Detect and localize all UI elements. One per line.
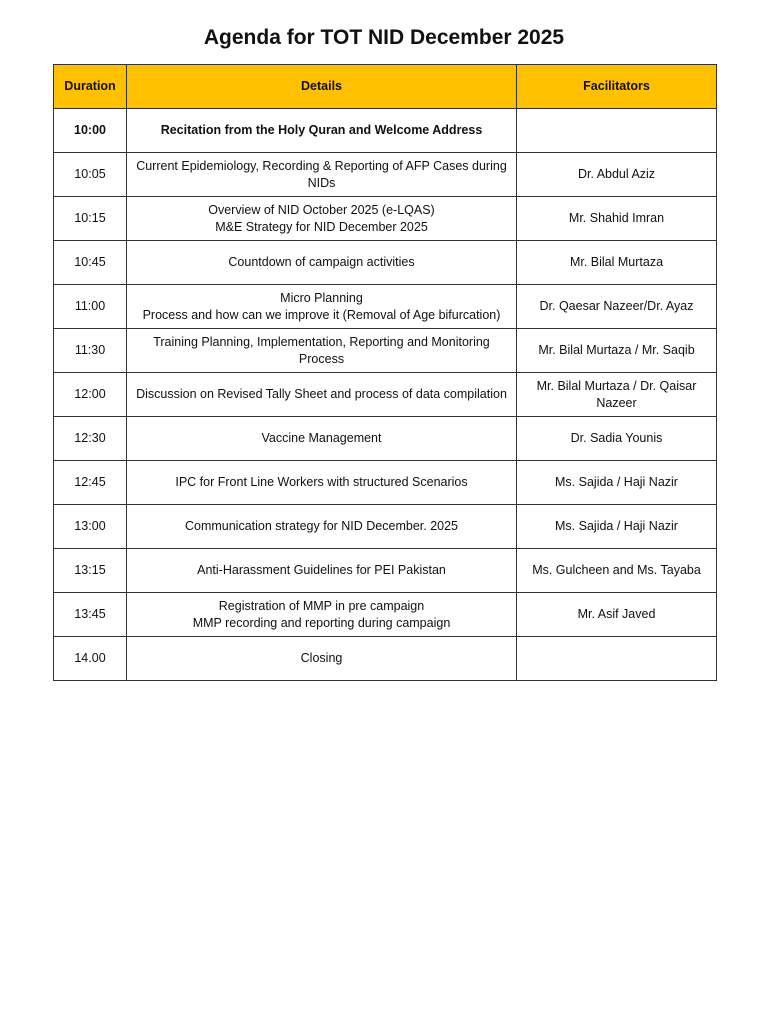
cell-details — [127, 461, 517, 505]
cell-duration: 10:15 — [54, 197, 127, 241]
cell-details — [127, 373, 517, 417]
page-title: Agenda for TOT NID December 2025 — [203, 26, 565, 49]
cell-details — [127, 285, 517, 329]
cell-facilitators: Dr. Abdul Aziz — [517, 153, 717, 197]
cell-details — [127, 417, 517, 461]
cell-facilitators: Mr. Bilal Murtaza — [517, 241, 717, 285]
cell-duration: 13:00 — [54, 505, 127, 549]
cell-details — [127, 329, 517, 373]
agenda-body — [54, 109, 717, 681]
cell-details — [127, 549, 517, 593]
cell-facilitators — [517, 637, 717, 681]
header-details: Details — [127, 65, 517, 109]
cell-facilitators: Mr. Asif Javed — [517, 593, 717, 637]
cell-duration: 14.00 — [54, 637, 127, 681]
details-line: Countdown of campaign activities — [228, 255, 415, 269]
cell-facilitators: Mr. Bilal Murtaza / Mr. Saqib — [517, 329, 717, 373]
details-line: Registration of MMP in pre campaign — [218, 598, 425, 613]
cell-details — [127, 153, 517, 197]
header-facilitators: Facilitators — [517, 65, 717, 109]
table-row — [54, 241, 717, 285]
cell-duration: 10:45 — [54, 241, 127, 285]
table-row — [54, 197, 717, 241]
cell-facilitators: Ms. Gulcheen and Ms. Tayaba — [517, 549, 717, 593]
cell-duration: 10:00 — [54, 109, 127, 153]
cell-facilitators: Dr. Sadia Younis — [517, 417, 717, 461]
details-line: M&E Strategy for NID December 2025 — [215, 219, 428, 234]
details-line: Closing — [300, 651, 343, 665]
details-line: Communication strategy for NID December. 2025 — [184, 519, 459, 533]
agenda-table — [53, 64, 717, 681]
details-line: MMP recording and reporting during campaign — [192, 615, 451, 630]
cell-details — [127, 197, 517, 241]
cell-duration: 13:15 — [54, 549, 127, 593]
details-line: Overview of NID October 2025 (e-LQAS) — [208, 202, 435, 217]
cell-facilitators — [517, 109, 717, 153]
cell-details — [127, 241, 517, 285]
details-line: Discussion on Revised Tally Sheet and process of data compilation — [136, 387, 507, 401]
cell-facilitators: Mr. Bilal Murtaza / Dr. Qaisar Nazeer — [517, 373, 717, 417]
cell-duration: 11:30 — [54, 329, 127, 373]
table-row — [54, 461, 717, 505]
cell-facilitators: Ms. Sajida / Haji Nazir — [517, 505, 717, 549]
cell-duration: 10:05 — [54, 153, 127, 197]
cell-duration: 12:30 — [54, 417, 127, 461]
cell-duration: 12:45 — [54, 461, 127, 505]
table-row — [54, 109, 717, 153]
details-line: Process and how can we improve it (Removal of Age bifurcation) — [142, 307, 501, 322]
table-header-row — [54, 65, 717, 109]
header-duration: Duration — [54, 65, 127, 109]
details-line: Training Planning, Implementation, Reporting and Monitoring Process — [153, 334, 490, 366]
table-row — [54, 593, 717, 637]
details-line: Current Epidemiology, Recording & Reporting of AFP Cases during NIDs — [136, 158, 507, 190]
cell-duration: 11:00 — [54, 285, 127, 329]
cell-details — [127, 505, 517, 549]
cell-facilitators: Dr. Qaesar Nazeer/Dr. Ayaz — [517, 285, 717, 329]
details-line: Vaccine Management — [261, 431, 382, 445]
details-line: IPC for Front Line Workers with structured Scenarios — [175, 475, 468, 489]
cell-facilitators: Mr. Shahid Imran — [517, 197, 717, 241]
table-row — [54, 505, 717, 549]
table-row — [54, 417, 717, 461]
cell-details — [127, 637, 517, 681]
table-row — [54, 153, 717, 197]
details-line: Micro Planning — [280, 290, 363, 305]
cell-duration: 13:45 — [54, 593, 127, 637]
table-row — [54, 285, 717, 329]
cell-facilitators: Ms. Sajida / Haji Nazir — [517, 461, 717, 505]
table-row — [54, 329, 717, 373]
cell-details — [127, 109, 517, 153]
cell-duration: 12:00 — [54, 373, 127, 417]
table-row — [54, 637, 717, 681]
table-row — [54, 549, 717, 593]
details-line: Recitation from the Holy Quran and Welcome Address — [160, 123, 483, 137]
table-row — [54, 373, 717, 417]
details-line: Anti-Harassment Guidelines for PEI Pakistan — [197, 563, 446, 577]
cell-details — [127, 593, 517, 637]
